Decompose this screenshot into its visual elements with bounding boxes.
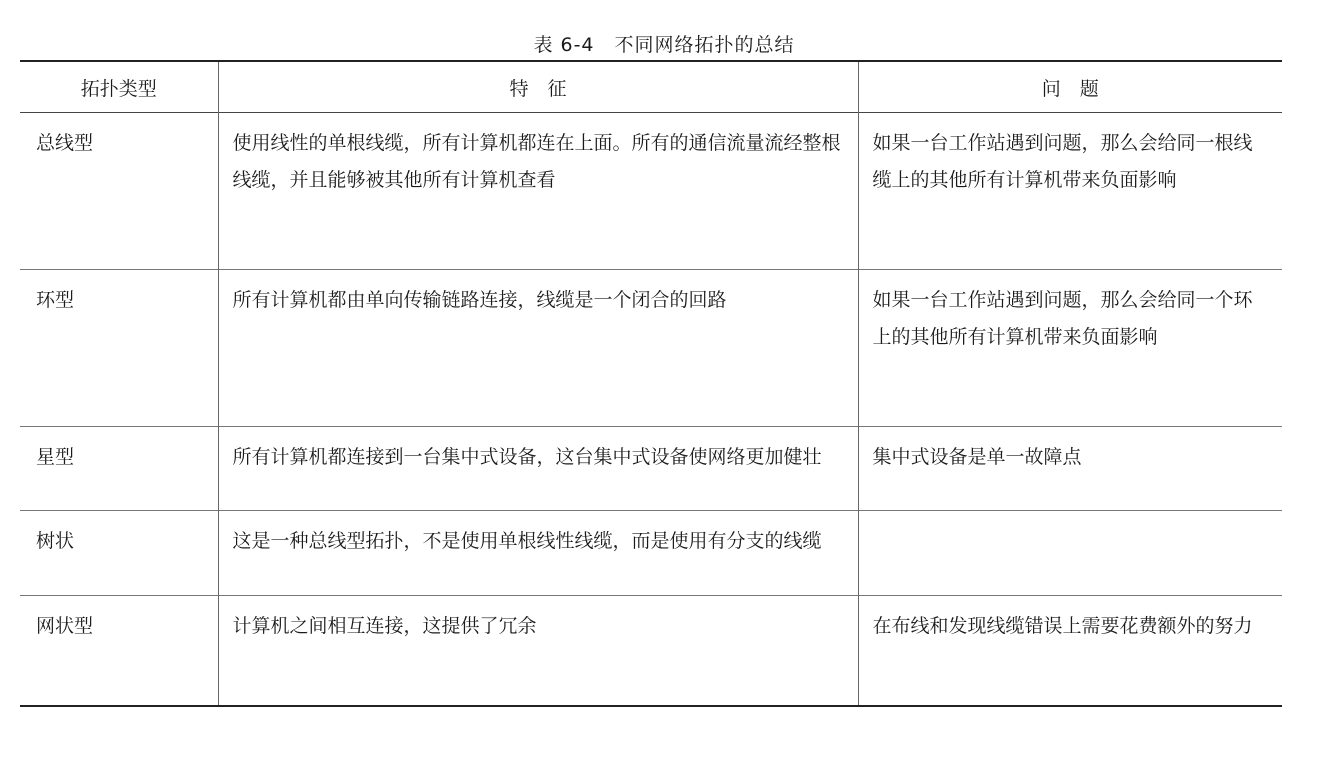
topology-type-cell: 网状型 (36, 615, 94, 637)
problem-cell: 在布线和发现线缆错误上需要花费额外的努力 (858, 596, 1282, 707)
feature-cell: 所有计算机都由单向传输链路连接，线缆是一个闭合的回路 (218, 270, 858, 427)
topology-type-cell: 星型 (36, 446, 75, 468)
topology-type-cell: 树状 (36, 530, 75, 552)
header-problem: 问 题 (858, 61, 1282, 113)
table-row (20, 427, 1282, 511)
topology-type-cell: 环型 (36, 289, 75, 311)
feature-cell: 这是一种总线型拓扑，不是使用单根线性线缆，而是使用有分支的线缆 (218, 511, 858, 596)
header-type: 拓扑类型 (80, 77, 157, 100)
topology-summary-table (20, 60, 1282, 707)
table-row (20, 511, 1282, 596)
problem-cell: 集中式设备是单一故障点 (858, 427, 1282, 511)
problem-cell: 如果一台工作站遇到问题，那么会给同一根线缆上的其他所有计算机带来负面影响 (858, 113, 1282, 270)
header-feature: 特 征 (218, 61, 858, 113)
table-row (20, 270, 1282, 427)
problem-cell: 如果一台工作站遇到问题，那么会给同一个环上的其他所有计算机带来负面影响 (858, 270, 1282, 427)
table-row (20, 113, 1282, 270)
feature-cell: 使用线性的单根线缆，所有计算机都连在上面。所有的通信流量流经整根线缆，并且能够被其他所有计算机查看 (218, 113, 858, 270)
table-row (20, 596, 1282, 707)
topology-type-cell: 总线型 (36, 132, 94, 154)
feature-cell: 所有计算机都连接到一台集中式设备，这台集中式设备使网络更加健壮 (218, 427, 858, 511)
problem-cell (858, 511, 1282, 596)
table-caption: 表 6-4 不同网络拓扑的总结 (533, 34, 795, 56)
header-row (20, 61, 1282, 113)
feature-cell: 计算机之间相互连接，这提供了冗余 (218, 596, 858, 707)
